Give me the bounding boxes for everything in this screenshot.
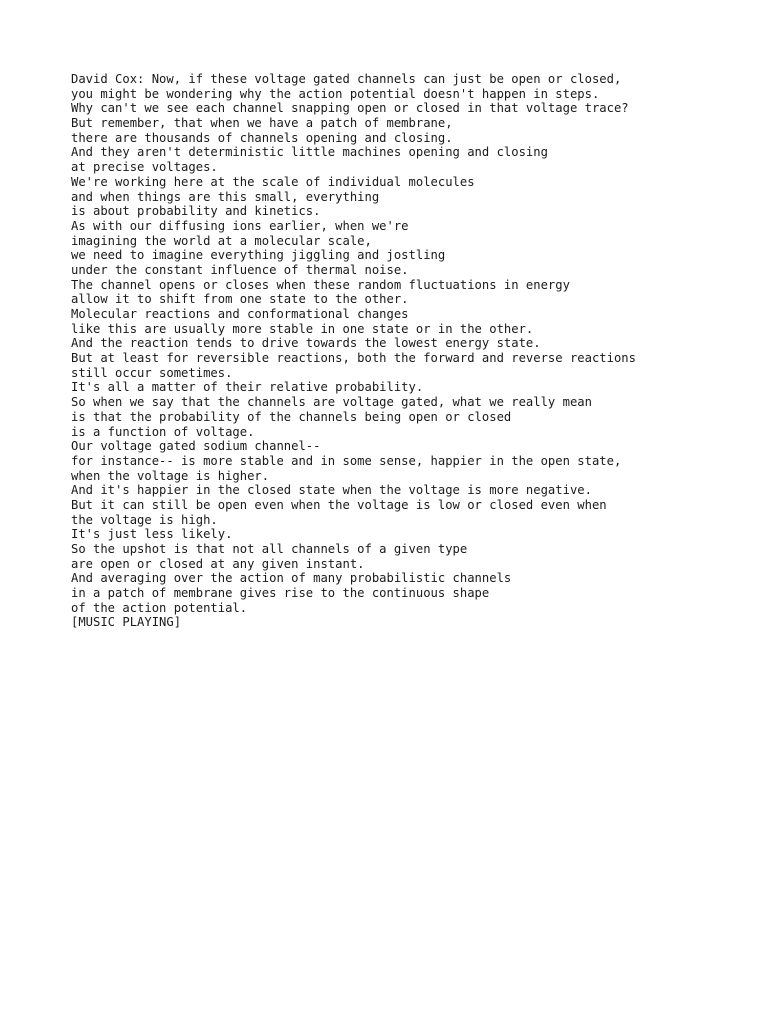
transcript-line: still occur sometimes. xyxy=(71,365,233,380)
transcript-line: Molecular reactions and conformational changes xyxy=(71,307,409,321)
transcript-line: for instance-- is more stable and in some sense, happier in the open state, xyxy=(71,453,622,468)
transcript-line: is that the probability of the channels being open or closed xyxy=(71,409,512,424)
transcript-line: The channel opens or closes when these random fluctuations in energy xyxy=(71,277,570,292)
transcript-line: But remember, that when we have a patch of membrane, xyxy=(71,116,453,131)
transcript-line: of the action potential. xyxy=(71,600,248,615)
transcript-line: like this are usually more stable in one state or in the other. xyxy=(71,321,534,336)
transcript-line: So when we say that the channels are voltage gated, what we really mean xyxy=(71,395,592,410)
transcript-line: But at least for reversible reactions, both the forward and reverse reactions xyxy=(71,351,636,366)
transcript-line: And the reaction tends to drive towards the lowest energy state. xyxy=(71,336,541,351)
transcript-line: Why can't we see each channel snapping open or closed in that voltage trace? xyxy=(71,101,629,116)
transcript-line: As with our diffusing ions earlier, when we're xyxy=(71,218,409,233)
transcript-line: when the voltage is higher. xyxy=(71,468,270,483)
transcript-line: you might be wondering why the action potential doesn't happen in steps. xyxy=(71,86,600,101)
transcript-line: So the upshot is that not all channels of a given type xyxy=(71,542,468,556)
transcript-line: It's just less likely. xyxy=(71,527,233,542)
transcript-line: at precise voltages. xyxy=(71,160,218,175)
transcript-line: under the constant influence of thermal noise. xyxy=(71,262,409,277)
transcript-line: David Cox: Now, if these voltage gated channels can just be open or closed, xyxy=(71,72,622,86)
transcript-line: in a patch of membrane gives rise to the continuous shape xyxy=(71,586,490,601)
transcript-line: And it's happier in the closed state when the voltage is more negative. xyxy=(71,483,592,498)
transcript-line: and when things are this small, everything xyxy=(71,189,380,204)
transcript-text xyxy=(71,72,731,630)
transcript-line: there are thousands of channels opening and closing. xyxy=(71,130,453,145)
transcript-line: And averaging over the action of many probabilistic channels xyxy=(71,571,512,586)
transcript-line: Our voltage gated sodium channel-- xyxy=(71,439,321,454)
transcript-line: are open or closed at any given instant. xyxy=(71,556,365,571)
transcript-line: But it can still be open even when the voltage is low or closed even when xyxy=(71,497,607,512)
transcript-line: imagining the world at a molecular scale, xyxy=(71,233,372,248)
transcript-line: allow it to shift from one state to the other. xyxy=(71,292,409,307)
transcript-line: is about probability and kinetics. xyxy=(71,204,321,219)
transcript-line: the voltage is high. xyxy=(71,512,218,527)
transcript-line: [MUSIC PLAYING] xyxy=(71,615,182,630)
transcript-line: We're working here at the scale of individual molecules xyxy=(71,174,475,189)
transcript-line: is a function of voltage. xyxy=(71,424,255,439)
transcript-line: we need to imagine everything jiggling and jostling xyxy=(71,248,446,263)
transcript-line: It's all a matter of their relative probability. xyxy=(71,380,424,395)
transcript-line: And they aren't deterministic little machines opening and closing xyxy=(71,145,548,160)
